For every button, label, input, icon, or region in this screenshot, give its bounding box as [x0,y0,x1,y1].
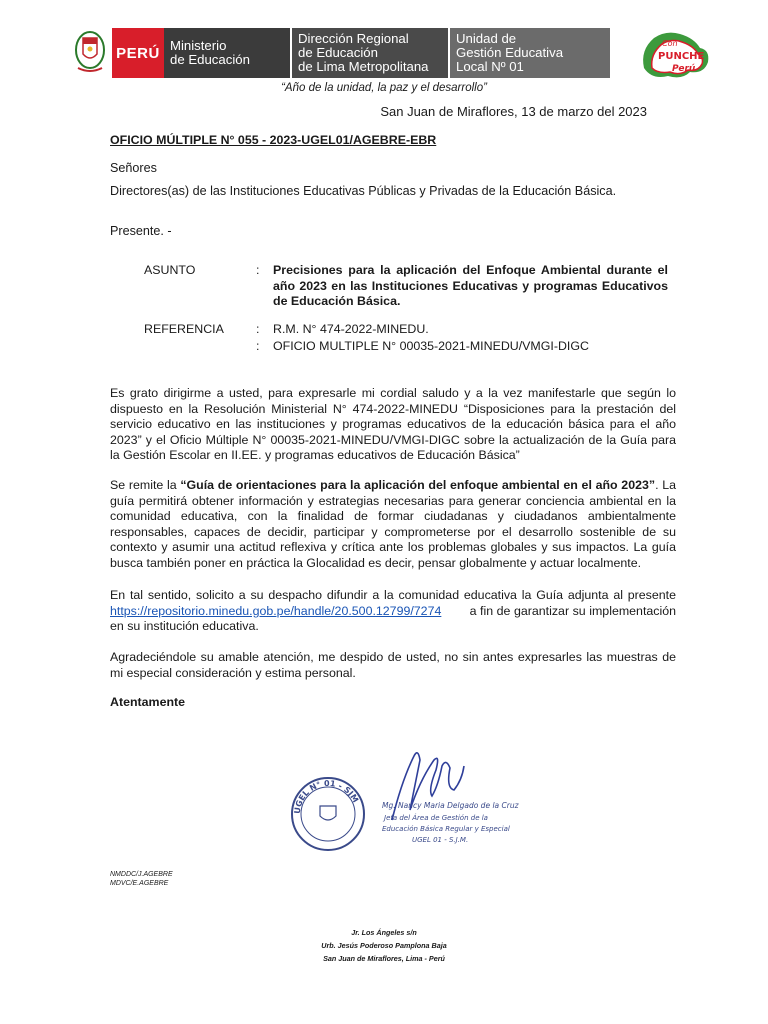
referencia-colon: : [256,322,260,336]
paragraph-request [110,588,676,635]
asunto-label: ASUNTO [144,263,196,277]
author-initials [110,870,173,888]
footer-address [0,926,768,965]
dre-line: de Educación [298,45,378,60]
ugel-block [448,28,610,78]
initials-line: MDVC/E.AGEBRE [110,880,169,887]
logo-punche-text: PUNCHE [658,51,705,62]
address-line: Urb. Jesús Poderoso Pamplona Baja [321,941,447,950]
paragraph-guide-lead: Se remite la [110,478,181,492]
referencia-item: R.M. N° 474-2022-MINEDU. [273,322,429,336]
referencia-colon: : [256,339,260,353]
document-title: OFICIO MÚLTIPLE N° 055 - 2023-UGEL01/AGEBRE-EBR [110,133,437,147]
stamp-org: UGEL 01 - S.J.M. [412,836,469,844]
coat-of-arms-icon [74,28,106,74]
logo-peru-text: Perú [672,64,696,74]
paragraph-intro: Es grato dirigirme a usted, para expresarle mi cordial saludo y a la vez manifestarle que según lo dispuesto en la Resolución Ministerial N° 474-2022-MINEDU “Disposiciones para la prestación del servicio educativo en las instituciones y programas educativos de la educación básica para el año 2023” y el Oficio Múltiple N° 00035-2021-MINEDU/VMGI-DIGC sobre la actualización de la Guía para la Gestión Escolar en II.EE. y programas educativos de Educación Básica” [110,386,676,463]
svg-text:UGEL N° 01 - SJM [293,779,360,814]
date-line: San Juan de Miraflores, 13 de marzo del 2023 [380,104,647,119]
address-line: San Juan de Miraflores, Lima - Perú [323,954,445,963]
stamp-role-1: Jefa del Área de Gestión de la [384,814,488,822]
dre-block [290,28,448,78]
letterhead [74,28,694,78]
dre-line: de Lima Metropolitana [298,59,429,74]
stamp-role-2: Educación Básica Regular y Especial [382,825,510,833]
con-punche-peru-logo [638,28,718,84]
recipients: Directores(as) de las Instituciones Educativas Públicas y Privadas de la Educación Básica. [110,184,617,198]
dre-line: Dirección Regional [298,31,409,46]
paragraph-request-lead: En tal sentido, solicito a su despacho difundir a la comunidad educativa la Guía adjunta al presente [110,588,676,602]
ugel-line: Gestión Educativa [456,45,564,60]
stamp-name: Mg. Nancy Maria Delgado de la Cruz [382,801,519,810]
year-motto: “Año de la unidad, la paz y el desarrollo” [281,82,487,94]
salutation: Señores [110,161,157,175]
ugel-line: Unidad de [456,31,517,46]
asunto-value: Precisiones para la aplicación del Enfoque Ambiental durante el año 2023 en las Instituciones Educativas y programas Educativos de Educación Básica. [273,263,668,309]
signature-stamp [284,728,524,868]
seal-text: UGEL N° 01 - SJM [292,778,361,815]
paragraph-guide [110,478,676,572]
initials-line: NMDDC/J.AGEBRE [110,871,173,878]
paragraph-farewell: Agradeciéndole su amable atención, me despido de usted, no sin antes expresarles las muestras de mi especial consideración y estima personal. [110,650,676,680]
address-line: Jr. Los Ángeles s/n [351,928,417,937]
closing: Atentamente [110,695,186,709]
ministry-block [164,28,290,78]
referencia-label: REFERENCIA [144,322,224,336]
asunto-colon: : [256,263,260,277]
repository-link[interactable]: https://repositorio.minedu.gob.pe/handle/20.500.12799/7274 [110,603,442,618]
ministry-line: Ministerio [170,38,227,53]
paragraph-request-rest: a fin de garantizar su implementación en su institución educativa. [110,603,677,634]
round-seal-icon [292,778,364,850]
ministry-line: de Educación [170,52,250,67]
presente-line: Presente. - [110,224,172,238]
guide-title: “Guía de orientaciones para la aplicación del enfoque ambiental en el año 2023” [180,478,656,492]
referencia-item: OFICIO MULTIPLE N° 00035-2021-MINEDU/VMGI-DIGC [273,339,589,353]
paragraph-guide-rest: . La guía permitirá obtener información y estrategias necesarias para generar conciencia ambiental en la comunidad educativa, con la finalidad de formar ciudadanas y ciudadanos ambientalmente responsables, capaces de decidir, participar y comprometerse por el desarrollo sostenible de su contexto y asumir una actitud reflexiva y crítica ante los problemas globales y sus impactos. La guía busca también poner en práctica la Glocalidad es decir, pensar globalmente y actuar localmente. [110,478,677,570]
ugel-line: Local Nº 01 [456,59,524,74]
logo-con-text: Con [662,39,678,48]
peru-badge: PERÚ [112,28,164,78]
